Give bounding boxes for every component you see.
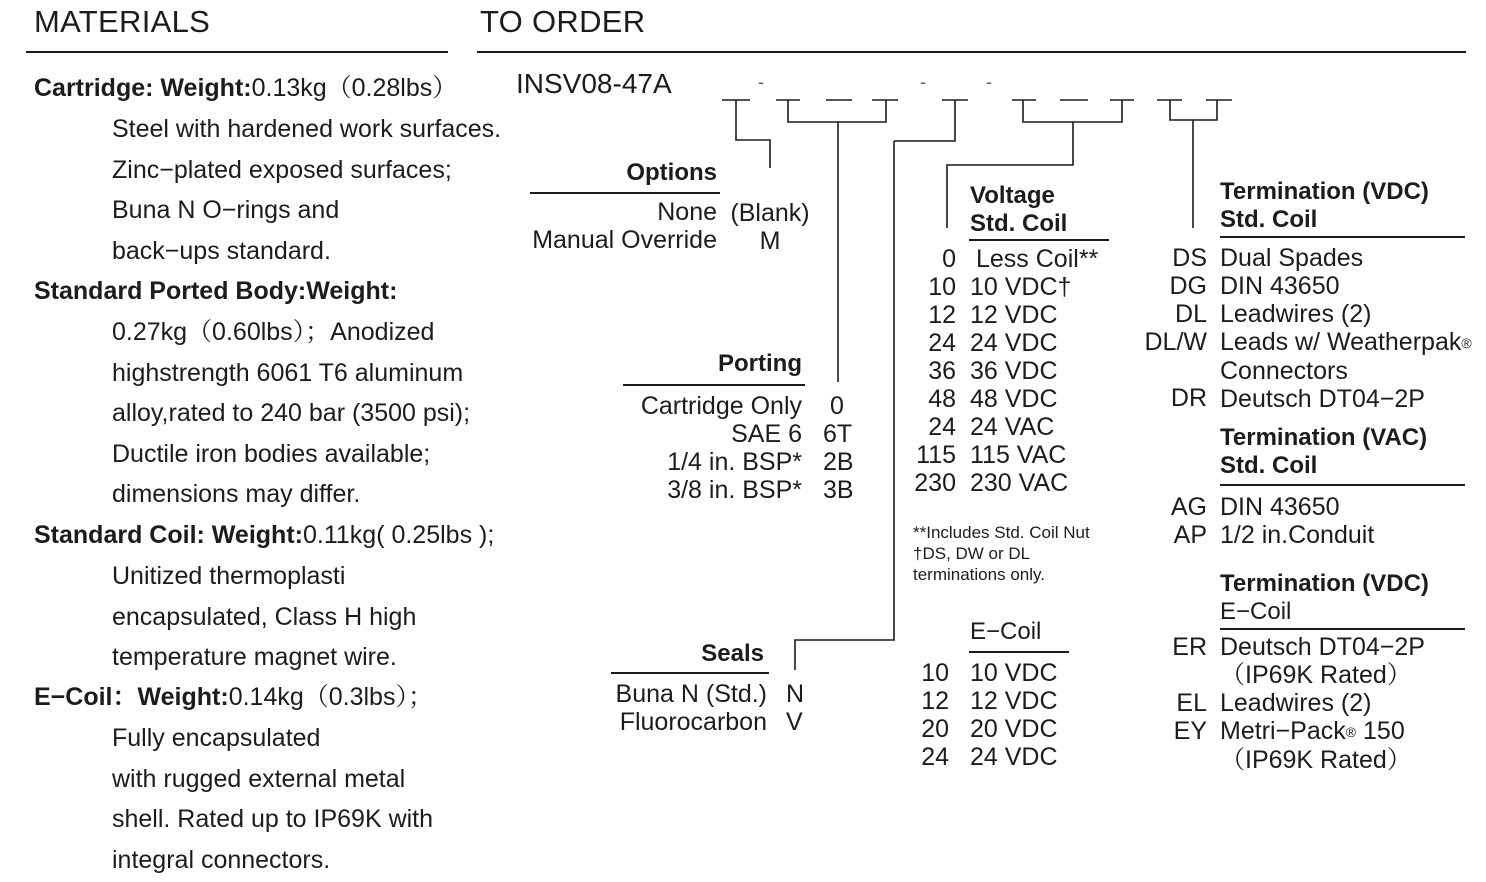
cartridge-line: back−ups standard. [112,236,331,265]
porting-code: 6T [823,420,853,448]
term-ecoil-value: Leadwires (2) [1220,689,1372,717]
term-vdc-code: DG [1169,272,1207,300]
voltage-value: 24 VAC [970,413,1055,441]
voltage-value: 12 VDC [970,301,1058,329]
term-vac-code: AP [1173,521,1207,549]
body-line: Ductile iron bodies available; [112,439,431,468]
voltage-value: 10 VDC† [970,273,1072,301]
cartridge-line: Buna N O−rings and [112,196,340,224]
voltage-code: 10 [928,273,956,301]
coil-line: encapsulated, Class H high [112,602,417,631]
term-ecoil-value: Metri−Pack® 150 [1220,717,1405,745]
term-vdc-values [1220,244,1472,413]
term-vac-value: DIN 43650 [1220,493,1340,521]
voltage-code: 115 [916,441,956,469]
ecoil-voltage-value: 10 VDC [970,659,1058,687]
term-vdc-value: Dual Spades [1220,244,1364,272]
ecoil-line: with rugged external metal [112,764,406,793]
coil-line: temperature magnet wire. [112,643,397,671]
voltage-code: 12 [928,301,956,329]
term-ecoil-code: EY [1173,717,1207,745]
term-ecoil-code [1130,745,1207,773]
ecoil-voltage-value: 24 VDC [970,743,1058,771]
seals-title: Seals [701,640,764,667]
term-vdc-codes [1130,244,1207,412]
term-ecoil-title [1220,570,1429,626]
term-vac-title [1220,424,1427,480]
porting-title: Porting [718,350,802,377]
term-ecoil-title-line: E−Coil [1220,598,1292,625]
term-ecoil-codes [1130,633,1207,773]
voltage-value: Less Coil** [976,245,1099,273]
seal-code: V [786,708,803,736]
porting-name: SAE 6 [731,420,802,448]
porting-name: Cartridge Only [640,392,802,420]
porting-name: 1/4 in. BSP* [667,448,802,476]
options-names [520,198,717,254]
cartridge-weight: 0.13kg（0.28lbs） [251,74,458,102]
term-vdc-code: DS [1172,244,1207,272]
term-vdc-title-line: Std. Coil [1220,206,1318,233]
ecoil-voltage-code: 12 [921,687,949,715]
term-vdc-value: DIN 43650 [1220,272,1340,300]
body-heading: Standard Ported Body:Weight: [34,277,398,305]
option-name: None [657,198,717,226]
seals-rule [611,672,769,674]
term-vac-values [1220,493,1374,549]
term-ecoil-code [1130,661,1207,689]
cartridge-line: Steel with hardened work surfaces. [112,115,502,143]
voltage-value: 24 VDC [970,329,1058,357]
ecoil-voltage-code: 10 [921,659,949,687]
options-rule [530,192,720,194]
voltage-code: 36 [928,357,956,385]
body-line: highstrength 6061 T6 aluminum [112,358,464,387]
ecoil-line: shell. Rated up to IP69K with [112,805,434,833]
ecoil-voltage-value: 12 VDC [970,687,1058,715]
seal-code: N [786,680,805,708]
term-vdc-code: DL [1175,300,1207,328]
term-vdc-code: DL/W [1144,328,1207,356]
voltage-codes [900,245,956,497]
seal-name: Buna N (Std.) [615,680,767,708]
ecoil-line: integral connectors. [112,845,331,874]
ecoil-voltage-code: 24 [921,743,949,771]
coil-weight: 0.11kg( 0.25lbs ); [302,521,495,549]
body-line: alloy,rated to 240 bar (3500 psi); [112,399,471,427]
ecoil-voltage-values [970,659,1058,771]
seal-name: Fluorocarbon [619,708,767,736]
voltage-value: 115 VAC [970,441,1067,469]
ecoil-voltage-value: 20 VDC [970,715,1058,743]
term-ecoil-code: EL [1176,689,1207,717]
term-vdc-value: Leads w/ Weatherpak® [1220,328,1472,356]
dash-separator: - [986,72,992,92]
body-line: 0.27kg（0.60lbs）；Anodized [112,318,435,346]
coil-line: Unitized thermoplasti [112,562,346,590]
term-vdc-code [1130,356,1207,384]
term-vdc-title-line: Termination (VDC) [1220,178,1429,205]
term-vac-rule [1220,484,1465,486]
term-vdc-code: DR [1170,384,1207,412]
options-codes [728,199,812,255]
porting-code: 0 [830,392,844,420]
term-ecoil-value: （IP69K Rated） [1220,746,1412,774]
voltage-title-line: Voltage [970,182,1055,209]
term-vdc-value: Deutsch DT04−2P [1220,385,1425,413]
term-ecoil-title-line: Termination (VDC) [1220,570,1429,597]
materials-heading: MATERIALS [34,4,211,39]
voltage-value: 48 VDC [970,385,1058,413]
term-ecoil-value: （IP69K Rated） [1220,661,1412,689]
ecoil-voltage-rule [969,651,1069,653]
ecoil-voltage-codes [900,659,949,771]
option-name: Manual Override [532,226,717,254]
term-vac-value: 1/2 in.Conduit [1220,521,1375,549]
term-vac-codes [1130,493,1207,549]
voltage-value: 230 VAC [970,469,1069,497]
ecoil-label: E−Coil：Weight: [34,683,229,711]
term-ecoil-value: Deutsch DT04−2P [1220,633,1425,661]
voltage-value: 36 VDC [970,357,1058,385]
seals-names [590,680,767,736]
term-vdc-rule [1220,236,1465,238]
ecoil-voltage-code: 20 [921,715,949,743]
option-code: M [759,227,781,255]
voltage-title-line: Std. Coil [970,210,1068,237]
voltage-code: 48 [928,385,956,413]
term-ecoil-code: ER [1172,633,1207,661]
porting-code: 3B [823,476,854,504]
voltage-values [970,245,1098,497]
seals-codes [786,680,804,736]
voltage-notes [913,522,1090,585]
voltage-rule [969,239,1109,241]
cartridge-label: Cartridge: Weight: [34,74,252,102]
dash-separator: - [758,72,764,92]
option-code: (Blank) [730,199,810,227]
voltage-code: 230 [914,469,956,497]
porting-names [600,392,802,504]
term-vac-title-line: Std. Coil [1220,452,1318,479]
term-vdc-value: Leadwires (2) [1220,300,1372,328]
voltage-title [970,182,1067,238]
voltage-note: **Includes Std. Coil Nut [913,523,1090,542]
voltage-code: 0 [942,245,956,273]
term-vac-code: AG [1170,493,1207,521]
voltage-code: 24 [928,329,956,357]
term-ecoil-values [1220,633,1425,774]
term-vdc-value: Connectors [1220,357,1348,385]
porting-code: 2B [823,448,854,476]
porting-name: 3/8 in. BSP* [667,476,802,504]
term-vdc-title [1220,178,1429,234]
ecoil-line: Fully encapsulated [112,724,321,752]
voltage-code: 24 [928,413,956,441]
model-number: INSV08-47A [516,68,672,99]
ecoil-weight: 0.14kg（0.3lbs）； [228,683,433,711]
term-ecoil-rule [1220,628,1465,630]
to-order-heading: TO ORDER [480,4,646,39]
porting-codes [823,392,854,504]
voltage-note: terminations only. [913,565,1045,584]
porting-rule [623,384,805,386]
coil-label: Standard Coil: Weight: [34,521,303,549]
dash-separator: - [920,72,926,92]
cartridge-line: Zinc−plated exposed surfaces; [112,155,452,184]
ecoil-voltage-title: E−Coil [970,618,1042,645]
options-title: Options [626,159,717,186]
term-vac-title-line: Termination (VAC) [1220,424,1428,451]
voltage-note: †DS, DW or DL [913,544,1031,563]
body-line: dimensions may differ. [112,480,361,508]
